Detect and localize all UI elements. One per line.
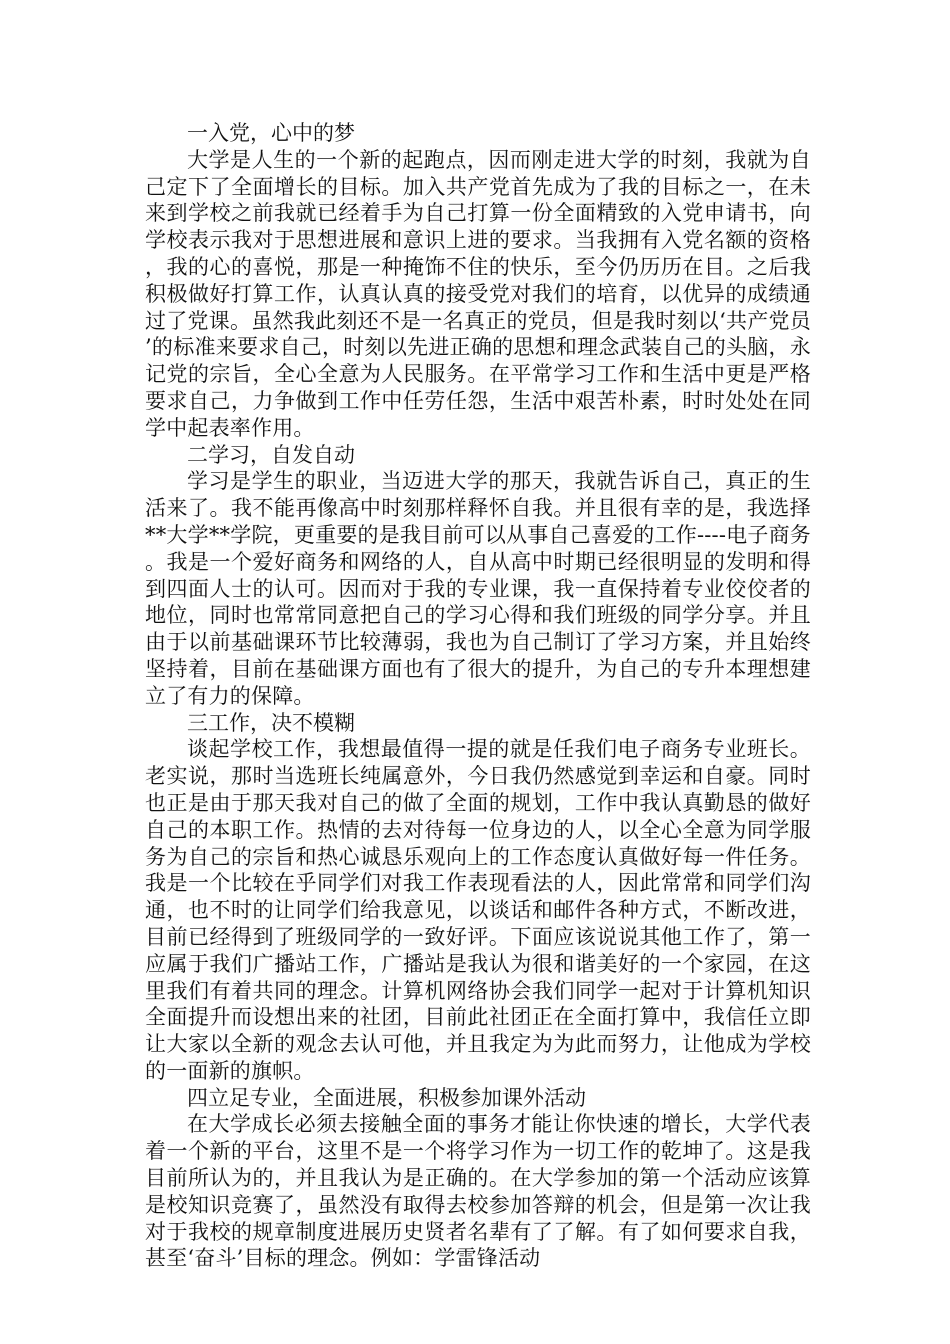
section-1-body: 大学是人生的一个新的起跑点，因而刚走进大学的时刻，我就为自己定下了全面增长的目标。加入共产党首先成为了我的目标之一，在未来到学校之前我就已经着手为自己打算一份全面精致的入党申请书，向学校表示我对于思想进展和意识上进的要求。当我拥有入党名额的资格，我的心的喜悦，那是一种掩饰不住的快乐，至今仍历历在目。之后我积极做好打算工作，认真认真的接受党对我们的培育，以优异的成绩通过了党课。虽然我此刻还不是一名真正的党员，但是我时刻以‘共产党员’的标准来要求自己，时刻以先进正确的思想和理念武装自己的头脑，永记党的宗旨，全心全意为人民服务。在平常学习工作和生活中更是严格要求自己，力争做到工作中任劳任怨，生活中艰苦朴素，时时处处在同学中起表率作用。 bbox=[145, 147, 811, 440]
section-4-body: 在大学成长必须去接触全面的事务才能让你快速的增长，大学代表着一个新的平台，这里不是一个将学习作为一切工作的乾坤了。这是我目前所认为的，并且我认为是正确的。在大学参加的第一个活动应该算是校知识竞赛了，虽然没有取得去校参加答辩的机会，但是第一次让我对于我校的规章制度进展历史贤者名辈有了了解。有了如何要求自我，甚至‘奋斗’目标的理念。例如：学雷锋活动 bbox=[145, 1112, 811, 1271]
section-2-body: 学习是学生的职业，当迈进大学的那天，我就告诉自己，真正的生活来了。我不能再像高中时刻那样释怀自我。并且很有幸的是，我选择**大学**学院，更重要的是我目前可以从事自己喜爱的工作----电子商务。我是一个爱好商务和网络的人，自从高中时期已经很明显的发明和得到四面人士的认可。因而对于我的专业课，我一直保持着专业佼佼者的地位，同时也常常同意把自己的学习心得和我们班级的同学分享。并且由于以前基础课环节比较薄弱，我也为自己制订了学习方案，并且始终坚持着，目前在基础课方面也有了很大的提升，为自己的专升本理想建立了有力的保障。 bbox=[145, 469, 811, 708]
section-1-heading: 一入党，心中的梦 bbox=[187, 121, 355, 145]
document-page bbox=[145, 120, 811, 1272]
section-2-heading: 二学习，自发自动 bbox=[187, 442, 355, 467]
section-3-body: 谈起学校工作，我想最值得一提的就是任我们电子商务专业班长。老实说，那时当选班长纯属意外，今日我仍然感觉到幸运和自豪。同时也正是由于那天我对自己的做了全面的规划，工作中我认真勤恳的做好自己的本职工作。热情的去对待每一位身边的人，以全心全意为同学服务为自己的宗旨和热心诚恳乐观向上的工作态度认真做好每一件任务。我是一个比较在乎同学们对我工作表现看法的人，因此常常和同学们沟通，也不时的让同学们给我意见，以谈话和邮件各种方式，不断改进，目前已经得到了班级同学的一致好评。下面应该说说其他工作了，第一应属于我们广播站工作，广播站是我认为很和谐美好的一个家园，在这里我们有着共同的理念。计算机网络协会我们同学一起对于计算机知识全面提升而设想出来的社团，目前此社团正在全面打算中，我信任立即让大家以全新的观念去认可他，并且我定为为此而努力，让他成为学校的一面新的旗帜。 bbox=[145, 737, 811, 1083]
section-4-heading: 四立足专业，全面进展，积极参加课外活动 bbox=[187, 1085, 586, 1110]
section-3-heading: 三工作，决不模糊 bbox=[187, 710, 355, 735]
